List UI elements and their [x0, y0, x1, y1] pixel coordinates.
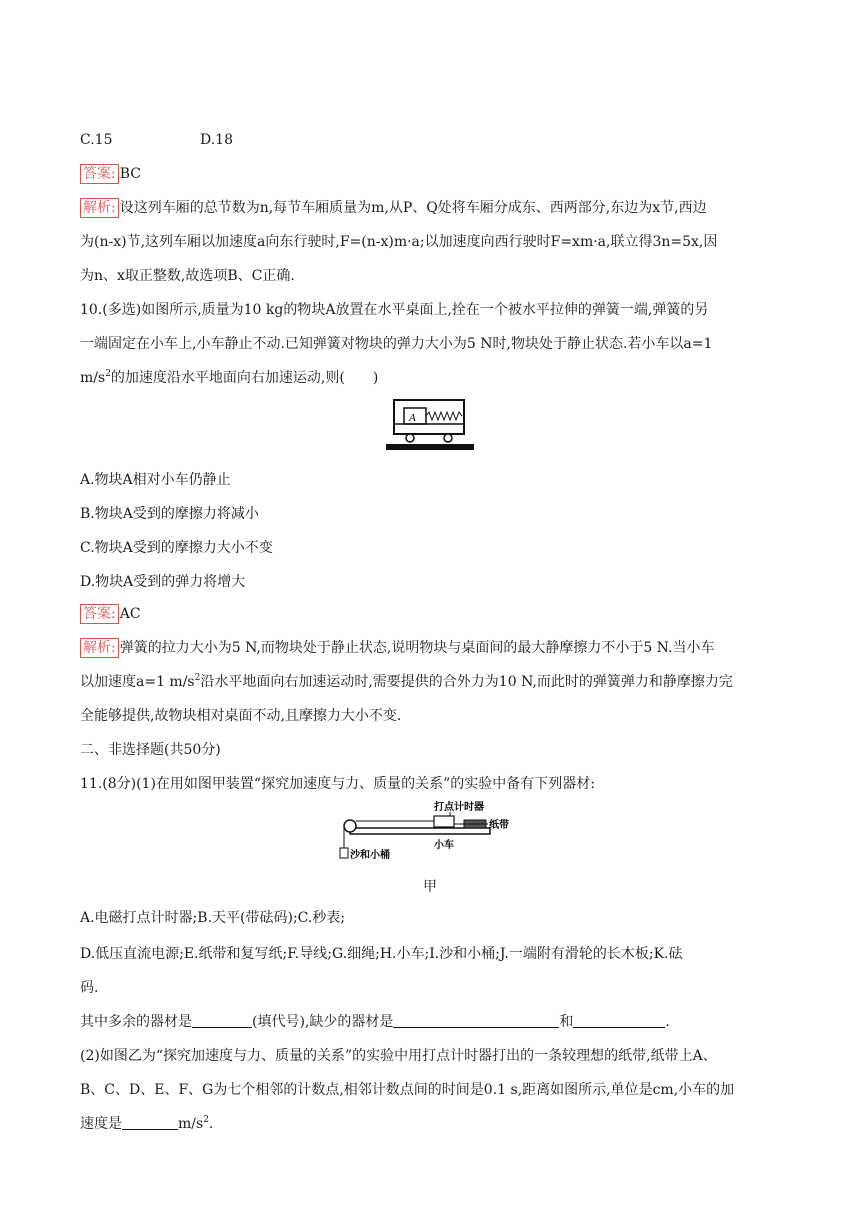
q9-analysis-line-3: 为n、x取正整数,故选项B、C正确.	[80, 268, 295, 284]
q11-q-end: .	[665, 1014, 670, 1030]
q9-analysis-line-1	[80, 198, 707, 218]
blank-acceleration[interactable]	[122, 1115, 178, 1130]
cart-spring-figure	[384, 398, 476, 454]
analysis-tag: 解析:	[80, 638, 119, 658]
q9-analysis-line-2: 为(n-x)节,这列车厢以加速度a向东行驶时,F=(n-x)m·a;以加速度向西行驶时F=xm·a,联立得3n=5x,因	[80, 234, 718, 250]
bucket	[340, 848, 348, 858]
q10-analysis-line-1	[80, 638, 715, 658]
block-a-label: A	[409, 412, 416, 424]
bucket-label: 沙和小桶	[350, 850, 390, 861]
q10-unit: m/s	[80, 370, 106, 386]
q11-part2-line-1: (2)如图乙为“探究加速度与力、质量的关系”的实验中用打点计时器打出的一条较理想的纸带,纸带上A、	[80, 1048, 717, 1064]
tape-label: 纸带	[489, 820, 509, 831]
q10-option-b: B.物块A受到的摩擦力将减小	[80, 506, 259, 522]
q11-part2-sup: 2	[203, 1115, 209, 1125]
blank-extra-equipment[interactable]	[192, 1013, 252, 1028]
q10-analysis-sup: 2	[194, 673, 201, 683]
q10-unit-sup: 2	[105, 369, 111, 379]
section-heading: 二、非选择题(共50分)	[80, 742, 221, 758]
q11-part2-line-3	[80, 1114, 213, 1134]
blank-missing-equipment-2[interactable]	[573, 1013, 665, 1028]
q11-equip-line-1: A.电磁打点计时器;B.天平(带砝码);C.秒表;	[80, 910, 346, 926]
q11-equip-line-2: D.低压直流电源;E.纸带和复写纸;F.导线;G.细绳;H.小车;I.沙和小桶;J.一端附有滑轮的长木板;K.砝	[80, 946, 683, 962]
cart-label: 小车	[434, 840, 454, 851]
q10-analysis-text: 弹簧的拉力大小为5 N,而物块处于静止状态,说明物块与桌面间的最大静摩擦力不小于5 N.当小车	[119, 640, 715, 656]
q11-q-pre: 其中多余的器材是	[80, 1014, 192, 1030]
q10-analysis-post: 沿水平地面向右加速运动时,需要提供的合外力为10 N,而此时的弹簧弹力和静摩擦力完	[200, 674, 733, 690]
q10-analysis-line-2	[80, 672, 733, 692]
q11-fill-question	[80, 1012, 670, 1032]
option-c: C.15	[80, 132, 113, 148]
q10-option-d: D.物块A受到的弹力将增大	[80, 574, 246, 590]
q11-equip-line-3: 码.	[80, 980, 99, 996]
q11-part2-end: .	[208, 1116, 214, 1132]
timer-label: 打点计时器	[434, 802, 484, 813]
q11-part2-pre: 速度是	[80, 1116, 122, 1132]
q10-stem-line-1: 10.(多选)如图所示,质量为10 kg的物块A放置在水平桌面上,拴在一个被水平拉伸的弹簧一端,弹簧的另	[80, 302, 709, 318]
q9-analysis-text: 设这列车厢的总节数为n,每节车厢质量为m,从P、Q处将车厢分成东、西两部分,东边为x节,西边	[119, 200, 707, 216]
apparatus-figure	[338, 800, 518, 868]
answer-tag: 答案:	[80, 164, 119, 184]
q9-answer-row	[80, 164, 141, 184]
answer-tag: 答案:	[80, 604, 119, 624]
q11-part2-unit: m/s	[178, 1116, 204, 1132]
q10-answer: AC	[119, 606, 141, 622]
blank-missing-equipment-1[interactable]	[393, 1013, 559, 1028]
q10-stem-line-3	[80, 368, 378, 388]
cart-wheel	[406, 434, 414, 442]
cart-wheel	[444, 434, 452, 442]
q11-stem: 11.(8分)(1)在用如图甲装置“探究加速度与力、质量的关系”的实验中备有下列器材:	[80, 776, 595, 792]
q10-option-a: A.物块A相对小车仍静止	[80, 472, 231, 488]
q10-analysis-line-3: 全能够提供,故物块相对桌面不动,且摩擦力大小不变.	[80, 708, 402, 724]
q10-answer-row	[80, 604, 141, 624]
spring	[426, 412, 462, 420]
pulley	[344, 820, 356, 832]
q9-answer: BC	[119, 166, 141, 182]
q10-stem-line-2: 一端固定在小车上,小车静止不动.已知弹簧对物块的弹力大小为5 N时,物块处于静止状态.若小车以a=1	[80, 336, 713, 352]
figure-caption: 甲	[423, 879, 437, 895]
analysis-tag: 解析:	[80, 198, 119, 218]
q11-q-mid1: (填代号),缺少的器材是	[252, 1014, 394, 1030]
q10-analysis-pre: 以加速度a=1 m/s	[80, 674, 195, 690]
q11-part2-line-2: B、C、D、E、F、G为七个相邻的计数点,相邻计数点间的时间是0.1 s,距离如图所示,单位是cm,小车的加	[80, 1082, 735, 1098]
q11-q-mid2: 和	[559, 1014, 574, 1030]
q10-stem-tail: 的加速度沿水平地面向右加速运动,则( )	[110, 370, 379, 386]
option-d: D.18	[200, 132, 233, 148]
q10-option-c: C.物块A受到的摩擦力大小不变	[80, 540, 273, 556]
ground	[386, 444, 474, 450]
long-board	[350, 828, 490, 834]
cart	[434, 816, 454, 827]
